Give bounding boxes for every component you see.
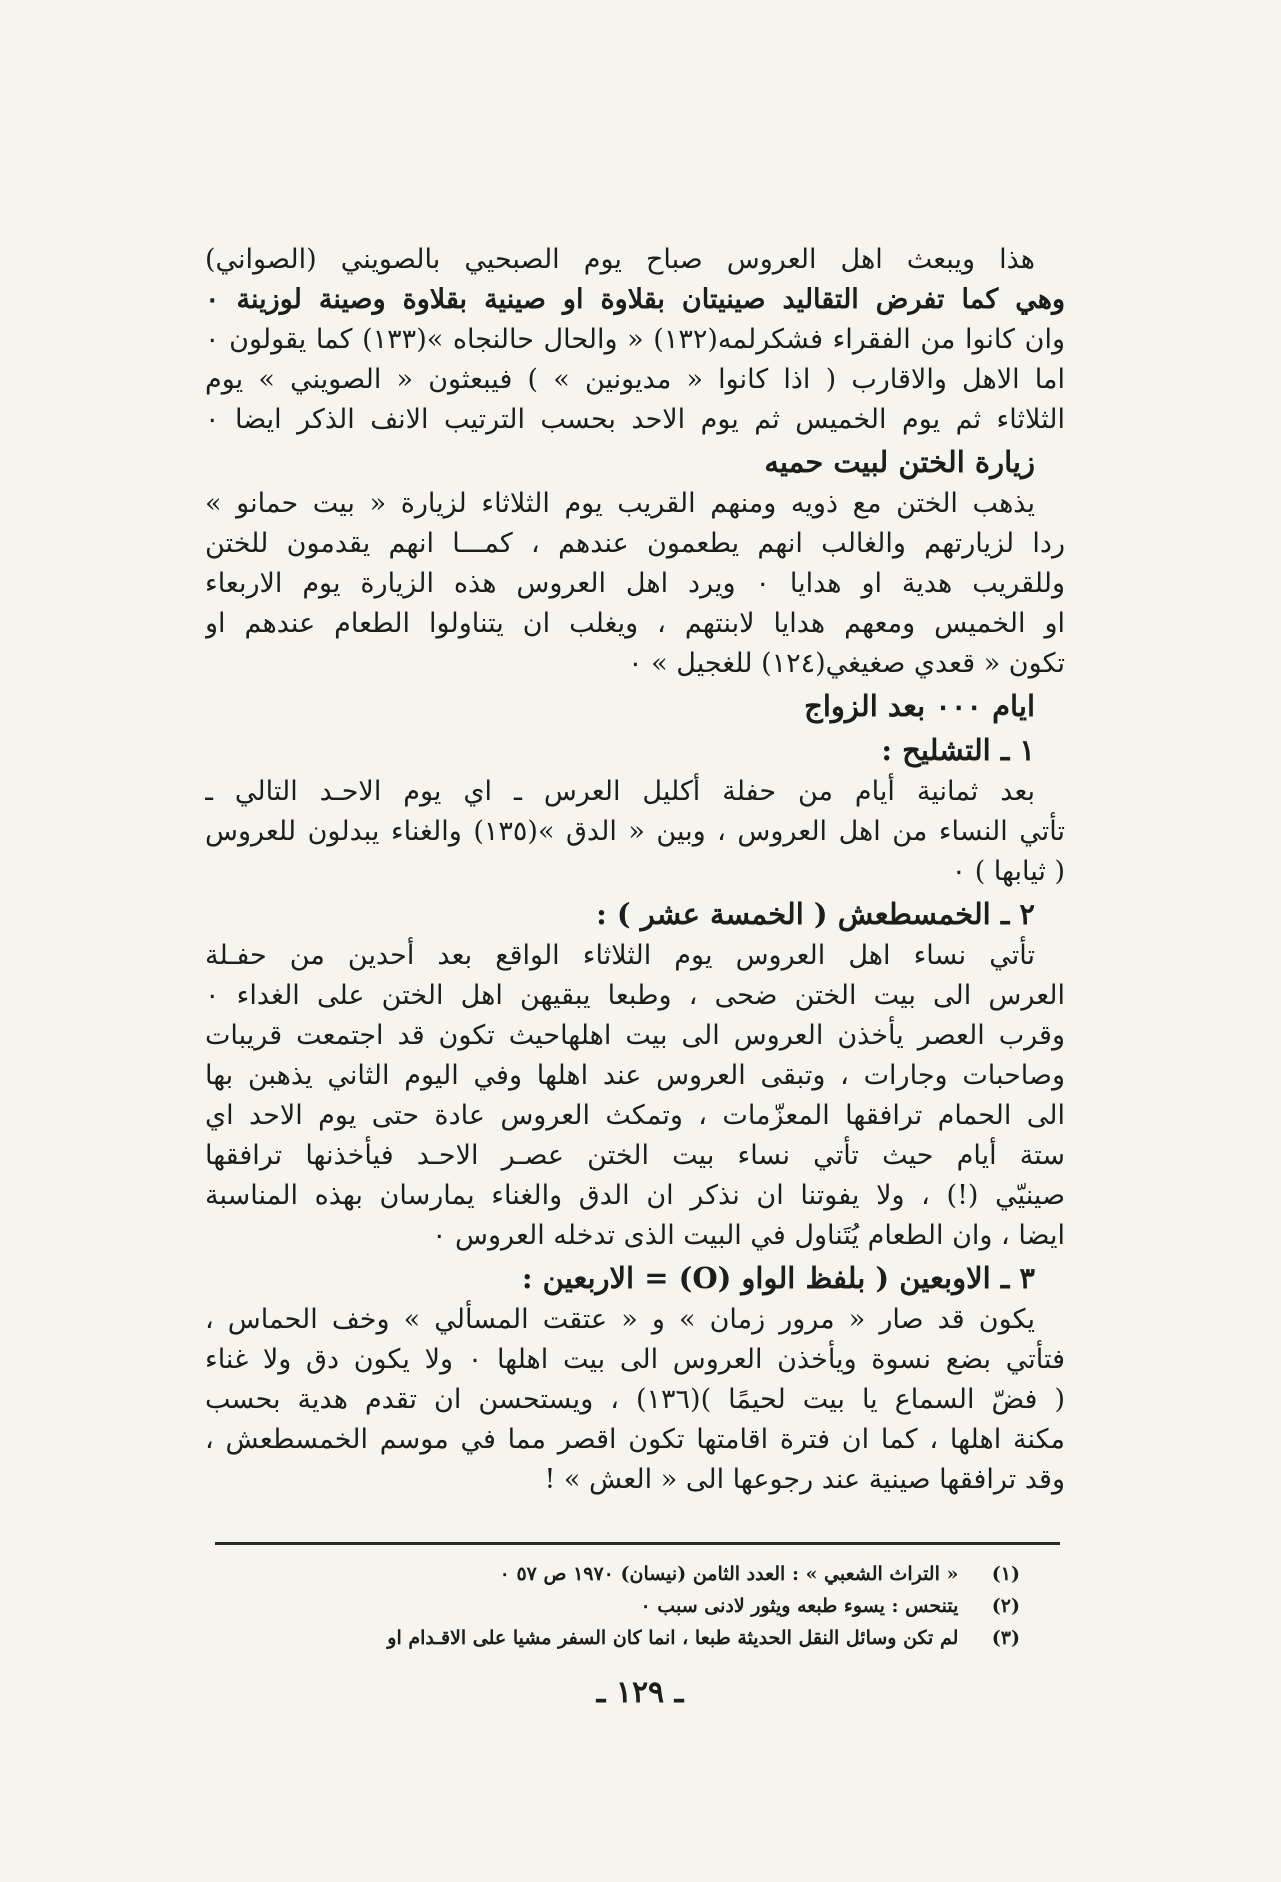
section-heading: زيارة الختن لبيت حميه — [764, 445, 1035, 479]
paragraph-groom-visit — [205, 484, 1065, 684]
footnote-divider — [215, 1542, 1060, 1545]
footnotes — [330, 1558, 1020, 1654]
footnote-text: لم تكن وسائل النقل الحديثة طبعا ، انما كان السفر مشيا على الاقـدام او — [387, 1627, 959, 1649]
text-line: اما الاهل والاقارب ( اذا كانوا « مديونين » ) فيبعثون « الصويني » يوم — [205, 364, 1065, 395]
text-line: ستة أيام حيث تأتي نساء بيت الختن عصـر الاحـد فيأخذنها ترافقها — [205, 1140, 1065, 1171]
text-line: وقرب العصر يأخذن العروس الى بيت اهلهاحيث تكون قد اجتمعت قريبات — [205, 1020, 1065, 1051]
text-line: هذا ويبعث اهل العروس صباح يوم الصبحيي بالصويني (الصواني) — [205, 244, 1035, 275]
footnote-text: « التراث الشعبي » : العدد الثامن (نيسان) ١٩٧٠ ص ٥٧ ٠ — [499, 1563, 959, 1585]
text-line: وصاحبات وجارات ، وتبقى العروس عند اهلها وفي اليوم الثاني يذهبن بها — [205, 1060, 1065, 1091]
text-line: تكون « قعدي صغيغي(١٢٤) للغجيل » ٠ — [628, 648, 1065, 679]
section-heading: ايام ٠٠٠ بعد الزواج — [804, 689, 1035, 723]
page-number: ـ ١٢٩ ـ — [596, 1675, 684, 1710]
paragraph-sabahiyy — [205, 240, 1065, 440]
text-line: صينيّي (!) ، ولا يفوتنا ان نذكر ان الدق والغناء يمارسان بهذه المناسبة — [205, 1180, 1065, 1211]
subsection-heading: ١ ـ التشليح : — [881, 733, 1035, 767]
footnote — [330, 1590, 1020, 1622]
text-line: ( فضّ السماع يا بيت لحيمًا )(١٣٦) ، ويستحسن ان تقدم هدية بحسب — [205, 1384, 1065, 1415]
text-line: تأتي نساء اهل العروس يوم الثلاثاء الواقع بعد أحدين من حفـلة — [205, 940, 1035, 971]
subsection-heading: ٣ ـ الاوبعين ( بلفظ الواو (O) = الاربعين : — [521, 1261, 1035, 1295]
footnote — [330, 1558, 1020, 1590]
text-line: الثلاثاء ثم يوم الخميس ثم يوم الاحد بحسب الترتيب الانف الذكر ايضا ٠ — [205, 404, 1065, 435]
text-line: ردا لزيارتهم والغالب انهم يطعمون عندهم ، كمـــا انهم يقدمون للختن — [205, 528, 1065, 559]
text-line: فتأتي بضع نسوة ويأخذن العروس الى بيت اهلها ٠ ولا يكون دق ولا غناء — [205, 1344, 1065, 1375]
text-line: ايضا ، وان الطعام يُتَناول في البيت الذى تدخله العروس ٠ — [431, 1220, 1065, 1251]
text-line: وللقريب هدية او هدايا ٠ ويرد اهل العروس هذه الزيارة يوم الاربعاء — [205, 568, 1065, 599]
footnote — [330, 1622, 1020, 1654]
text-line: وهي كما تفرض التقاليد صينيتان بقلاوة او صينية بقلاوة وصينة لوزينة ٠ — [205, 284, 1065, 315]
text-line: وان كانوا من الفقراء فشكرلمه(١٣٢) « والحال حالنجاه »(١٣٣) كما يقولون ٠ — [205, 324, 1065, 355]
footnote-number: (٣) — [991, 1627, 1020, 1649]
text-line: يكون قد صار « مرور زمان » و « عتقت المسألي » وخف الحماس ، — [205, 1304, 1035, 1335]
text-line: مكنة اهلها ، كما ان فترة اقامتها تكون اقصر مما في موسم الخمسطعش ، — [205, 1424, 1065, 1455]
subsection-heading: ٢ ـ الخمسطعش ( الخمسة عشر ) : — [596, 897, 1035, 931]
text-line: او الخميس ومعهم هدايا لابنتهم ، ويغلب ان يتناولوا الطعام عندهم او — [205, 608, 1065, 639]
footnote-number: (٢) — [991, 1595, 1020, 1617]
text-line: تأتي النساء من اهل العروس ، وبين « الدق »(١٣٥) والغناء يبدلون للعروس — [205, 816, 1065, 847]
paragraph-tashlih — [205, 772, 1065, 892]
text-line: ( ثيابها ) ٠ — [951, 856, 1065, 887]
footnote-text: يتنحس : يسوء طبعه ويثور لادنى سبب ٠ — [640, 1595, 959, 1617]
paragraph-awbaeen — [205, 1300, 1065, 1500]
text-line: العرس الى بيت الختن ضحى ، وطبعا يبقيهن اهل الختن على الغداء ٠ — [205, 980, 1065, 1011]
text-line: بعد ثمانية أيام من حفلة أكليل العرس ـ اي يوم الاحـد التالي ـ — [205, 776, 1035, 807]
text-line: وقد ترافقها صينية عند رجوعها الى « العش » ! — [544, 1464, 1065, 1495]
text-line: الى الحمام ترافقها المعزّمات ، وتمكث العروس عادة حتى يوم الاحد اي — [205, 1100, 1065, 1131]
paragraph-khamstaash — [205, 936, 1065, 1256]
body-text — [205, 240, 1065, 1500]
text-line: يذهب الختن مع ذويه ومنهم القريب يوم الثلاثاء لزيارة « بيت حمانو » — [205, 488, 1035, 519]
footnote-number: (١) — [991, 1563, 1020, 1585]
